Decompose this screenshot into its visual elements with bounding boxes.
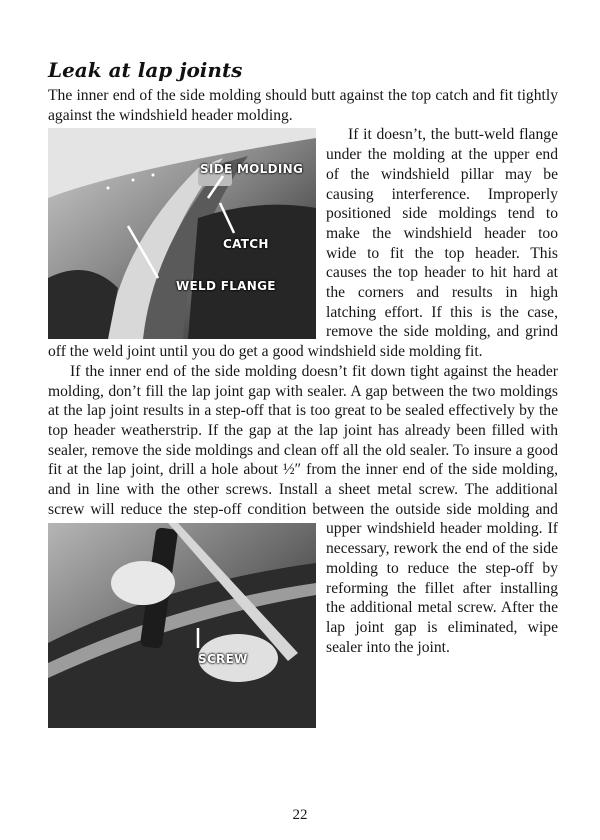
paragraph-intro: The inner end of the side molding should butt against the top catch and fit tightly against the windshield header molding. bbox=[48, 87, 558, 124]
photo-screw-installation bbox=[48, 523, 316, 728]
label-screw: SCREW bbox=[198, 652, 248, 667]
photo-illustration bbox=[48, 523, 316, 728]
paragraph-weld-flange: If it doesn’t, the butt-weld flange under the molding at the upper end of the windshield pillar may be causing interference. Improperly positioned side moldings tend to make the windshield header too wide to fit the top header. This causes the top header to hit hard at the corners and results in high latching effort. If this is the case, remove the side molding, and grind off the weld joint until you do get a good windshield side molding fit. bbox=[48, 126, 558, 361]
label-catch: CATCH bbox=[223, 237, 269, 252]
paragraph-lap-joint-text: If the inner end of the side molding doesn’t fit down tight against the header molding, don’t fill the lap joint gap with sealer. A gap between the two moldings at the lap joint results in a step-off that is too great to be sealed effectively by the top header weatherstrip. If the gap at the lap joint has already been filled with sealer, remove the side moldings and clean off all the old sealer. To insure a good fit at the lap joint, drill a hole about ½″ from the inner end of the side molding, and in line with the other screws. Install a sheet metal screw. The additional screw will reduce the step-off condition between bbox=[48, 362, 558, 518]
paragraph-lap-joint bbox=[48, 362, 558, 667]
label-side-molding: SIDE MOLDING bbox=[200, 162, 304, 177]
paragraph-lap-joint-continued: the outside side molding and upper windshield header molding. If necessary, rework the end of the side molding to reduce the step-off by reforming the fillet after installing the additional metal screw. After the lap joint gap is eliminated, wipe sealer into the joint. bbox=[326, 500, 558, 656]
page-content bbox=[48, 58, 558, 730]
page-number: 22 bbox=[292, 807, 308, 823]
photo-side-molding-catch bbox=[48, 128, 316, 339]
section-title: Leak at lap joints bbox=[48, 58, 243, 82]
label-weld-flange: WELD FLANGE bbox=[176, 279, 276, 294]
